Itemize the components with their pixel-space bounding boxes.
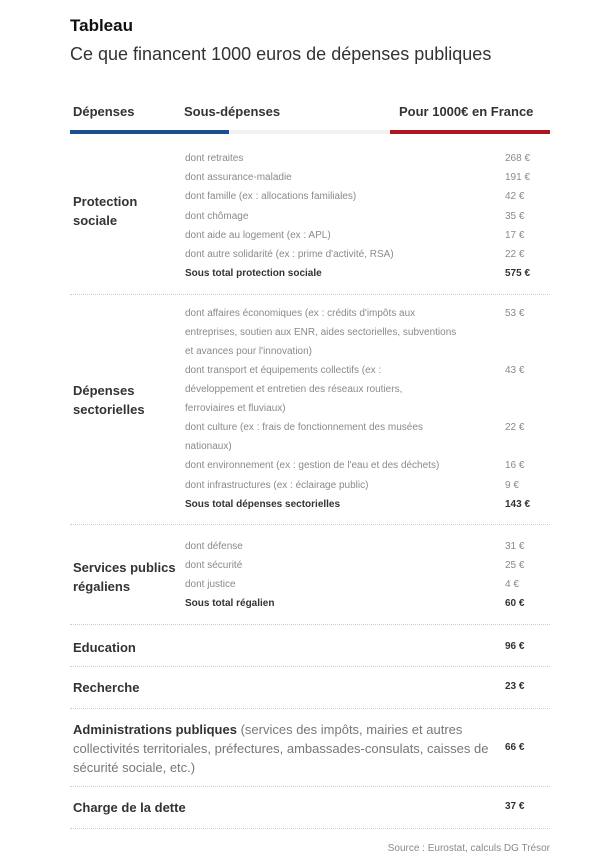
subtotal-label: Sous total régalien xyxy=(185,598,275,609)
header-sous-depenses: Sous-dépenses xyxy=(184,104,281,119)
sub-row-amount: 22 € xyxy=(505,249,525,260)
sub-row-amount: 191 € xyxy=(505,172,531,183)
header-montant: Pour 1000€ en France xyxy=(399,104,534,119)
sub-row-label: dont environnement (ex : gestion de l'eau et des déchets) xyxy=(185,460,440,471)
category-education: Education xyxy=(73,640,136,655)
sub-row-amount: 22 € xyxy=(505,422,525,433)
sub-row-label: dont sécurité xyxy=(185,560,243,571)
sub-row-label: dont autre solidarité (ex : prime d'activité, RSA) xyxy=(185,249,394,260)
sub-row-amount: 31 € xyxy=(505,541,525,552)
category-services-regaliens: Services publics régaliens xyxy=(73,560,176,594)
sub-row-label: dont culture (ex : frais de fonctionnement des musées nationaux) xyxy=(185,422,423,452)
category-recherche: Recherche xyxy=(73,680,140,695)
sub-row-amount: 16 € xyxy=(505,460,525,471)
title: Tableau xyxy=(70,16,133,35)
sub-row-label: dont aide au logement (ex : APL) xyxy=(185,230,331,241)
subtotal-amount: 60 € xyxy=(505,598,525,609)
sub-row-label: dont retraites xyxy=(185,153,244,164)
sub-row-amount: 42 € xyxy=(505,191,525,202)
administrations-title: Administrations publiques xyxy=(73,722,237,737)
sub-row-amount: 53 € xyxy=(505,308,525,319)
category-depenses-sectorielles: Dépenses sectorielles xyxy=(73,383,145,417)
flag-bar-white xyxy=(229,130,390,134)
administrations-amount: 66 € xyxy=(505,742,525,753)
header-depenses: Dépenses xyxy=(73,104,135,119)
category-administrations-publiques xyxy=(73,720,493,777)
education-amount: 96 € xyxy=(505,641,525,652)
sub-row-label: dont famille (ex : allocations familiales) xyxy=(185,191,357,202)
sub-row-label: dont chômage xyxy=(185,211,249,222)
row-separator xyxy=(70,786,550,787)
sub-row-amount: 43 € xyxy=(505,365,525,376)
administrations-detail: (services des impôts, mairies et autres collectivités territoriales, préfectures, ambassades-consulats, caisses de sécurité sociale, etc.) xyxy=(73,722,489,775)
subtotal-amount: 143 € xyxy=(505,499,531,510)
sub-row-amount: 17 € xyxy=(505,230,525,241)
sub-row-amount: 9 € xyxy=(505,480,519,491)
row-separator xyxy=(70,708,550,709)
subtotal-label: Sous total dépenses sectorielles xyxy=(185,499,341,510)
dette-amount: 37 € xyxy=(505,801,525,812)
flag-bar-blue xyxy=(70,130,229,134)
sub-row-label: dont infrastructures (ex : éclairage public) xyxy=(185,480,369,491)
flag-bar-red xyxy=(390,130,550,134)
row-separator xyxy=(70,828,550,829)
source-note: Source : Eurostat, calculs DG Trésor xyxy=(387,843,550,854)
category-charge-dette: Charge de la dette xyxy=(73,800,186,815)
sub-row-label: dont transport et équipements collectifs (ex : développement et entretien des réseaux routiers, ferroviaires et fluviaux) xyxy=(185,365,403,414)
row-separator xyxy=(70,294,550,295)
sub-row-label: dont défense xyxy=(185,541,243,552)
category-protection-sociale: Protection sociale xyxy=(73,194,138,228)
sub-row-amount: 25 € xyxy=(505,560,525,571)
sub-row-label: dont assurance-maladie xyxy=(185,172,292,183)
recherche-amount: 23 € xyxy=(505,681,525,692)
sub-row-amount: 35 € xyxy=(505,211,525,222)
subtitle: Ce que financent 1000 euros de dépenses publiques xyxy=(70,44,492,64)
subtotal-amount: 575 € xyxy=(505,268,531,279)
row-separator xyxy=(70,666,550,667)
sub-row-amount: 268 € xyxy=(505,153,531,164)
sub-row-label: dont justice xyxy=(185,579,236,590)
sub-row-label: dont affaires économiques (ex : crédits d'impôts aux entreprises, soutien aux ENR, aides sectorielles, subventions et avances pour l'innovation) xyxy=(185,308,457,357)
sub-row-amount: 4 € xyxy=(505,579,519,590)
subtotal-label: Sous total protection sociale xyxy=(185,268,322,279)
row-separator xyxy=(70,524,550,525)
row-separator xyxy=(70,624,550,625)
